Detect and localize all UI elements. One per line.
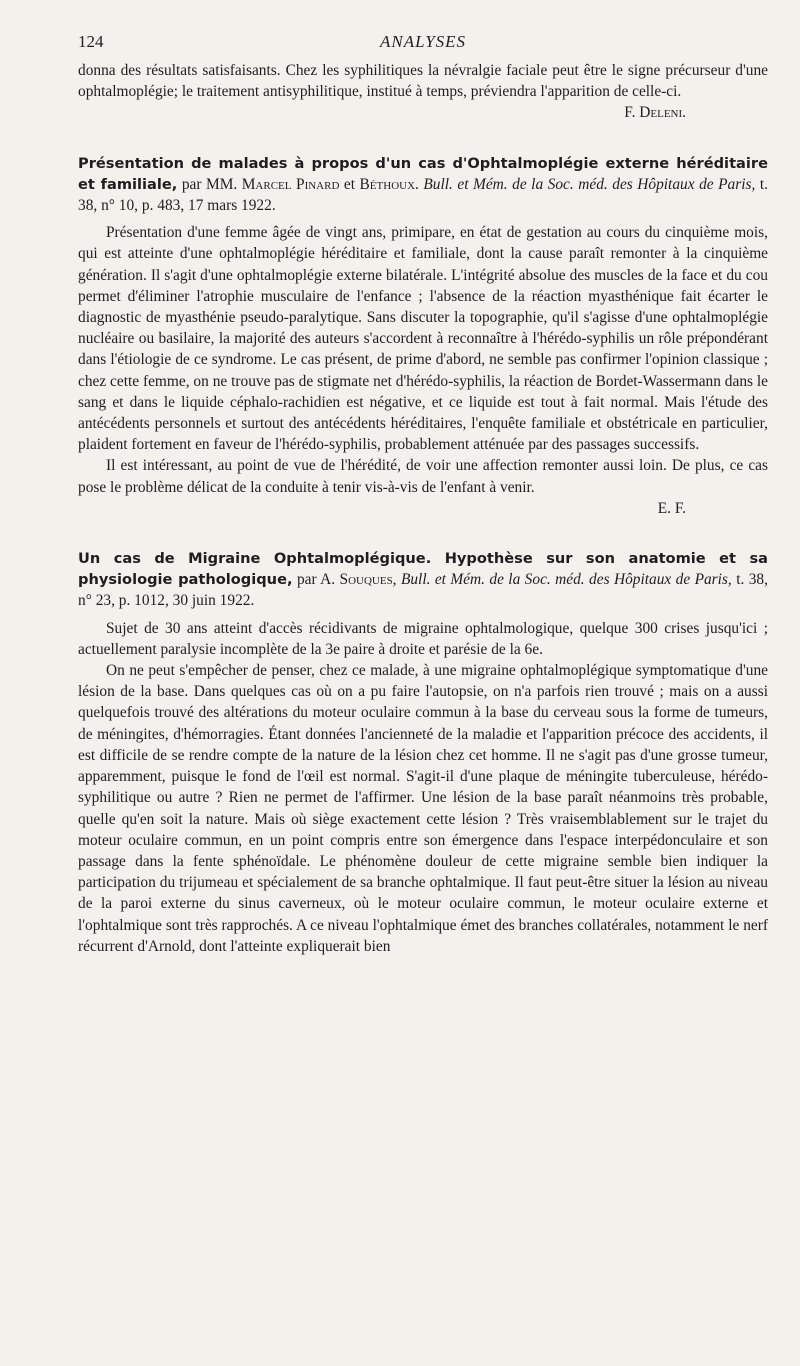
article-reference-details: t. 38, n° 23, p. 1012, 30 juin 1922. xyxy=(78,571,768,610)
article-heading: Présentation de malades à propos d'un cas d'Ophtalmoplégie externe héréditaire et familiale, par MM. Marcel Pinard et Béthoux. Bull. et Mém. de la Soc. méd. des Hôpitaux de Paris, t. 38, n° 10, p. 483, 17 mars 1922. xyxy=(78,154,768,215)
article-title: Présentation de malades à propos d'un cas d'Ophtalmoplégie externe héréditaire et familiale, xyxy=(78,154,768,193)
article-title: Un cas de Migraine Ophtalmoplégique. Hypothèse sur son anatomie et sa physiologie pathologique, xyxy=(78,550,768,589)
page-header xyxy=(78,32,768,60)
previous-article-end xyxy=(78,60,768,124)
article-paragraph: Il est intéressant, au point de vue de l'hérédité, de voir une affection remonter aussi loin. De plus, ce cas pose le problème délicat de la conduite à tenir vis-à-vis de l'enfant à venir. E. F. xyxy=(78,455,768,519)
article-ophtalmoplegie-hereditaire xyxy=(78,153,768,519)
article-reference: Bull. et Mém. de la Soc. méd. des Hôpitaux de Paris, xyxy=(400,571,732,589)
previous-article-text: donna des résultats satisfaisants. Chez les syphilitiques la névralgie faciale peut être le signe précurseur d'une ophtalmoplégie; le traitement antisyphilitique, institué à temps, préviendra l'apparition de celle-ci. F. Deleni. xyxy=(78,60,768,124)
previous-article-signature: F. Deleni. xyxy=(624,104,686,122)
page-number: 124 xyxy=(78,32,104,51)
running-head: ANALYSES xyxy=(379,32,467,51)
article-signature: E. F. xyxy=(657,499,686,517)
article-migraine-ophtalmoplegique xyxy=(78,548,768,957)
article-paragraph: Sujet de 30 ans atteint d'accès récidivants de migraine ophtalmologique, quelque 300 crises jusqu'ici ; actuellement paralysie incomplète de la 3e paire à droite et parésie de la 6e. xyxy=(78,619,768,658)
article-author: Souques, xyxy=(339,571,397,589)
article-author: Béthoux. xyxy=(359,175,419,193)
article-author: Marcel Pinard xyxy=(241,175,340,193)
article-paragraph: On ne peut s'empêcher de penser, chez ce malade, à une migraine ophtalmoplégique symptomatique d'une lésion de la base. Dans quelques cas où on a pu faire l'autopsie, on n'a parfois rien trouvé ; mais on a aussi quelquefois trouvé des altérations du moteur oculaire commun à la base du cerveau sous la forme de tumeurs, de méningites, d'hémorragies. Étant données l'ancienneté de la maladie et l'apparition précoce des accidents, il est difficile de se rendre compte de la nature de la lésion chez cet homme. Il ne s'agit pas d'une grosse tumeur, apparemment, puisque le fond de l'œil est normal. S'agit-il d'une plaque de méningite tuberculeuse, hérédo-syphilitique ou autre ? Rien ne permet de l'affirmer. Une lésion de la base paraît néanmoins très probable, quelle qu'en soit la nature. Mais où siège exactement cette lésion ? Très vraisemblablement sur le trajet du moteur oculaire commun, en un point compris entre son émergence dans l'espace interpédonculaire et son passage dans la fente sphénoïdale. Le phénomène douleur de cette migraine semble bien indiquer la participation du trijumeau et spécialement de sa branche ophtalmique. Il faut peut-être situer la lésion au niveau de la paroi externe du sinus caverneux, où le moteur oculaire commun, le moteur oculaire externe et l'ophtalmique sont très rapprochés. A ce niveau l'ophtalmique émet des branches collatérales, notamment le nerf récurrent d'Arnold, dont l'atteinte expliquerait bien xyxy=(78,662,768,955)
article-reference-details: t. 38, n° 10, p. 483, 17 mars 1922. xyxy=(78,175,768,215)
article-reference: Bull. et Mém. de la Soc. méd. des Hôpitaux de Paris, xyxy=(423,175,756,193)
article-paragraph: Présentation d'une femme âgée de vingt ans, primipare, en état de gestation au cours du cinquième mois, qui est atteinte d'une ophtalmoplégie héréditaire et familiale, dont la cause paraît remonter à la cinquième génération. Il s'agit d'une ophtalmoplégie externe bilatérale. L'intégrité absolue des muscles de la face et du cou permet d'éliminer l'atrophie musculaire de l'enfance ; l'absence de la réaction myasthénique fait écarter le diagnostic de myasthénie pseudo-paralytique. Sans discuter la topographie, qu'il s'agisse d'une ophtalmoplégie nucléaire ou basilaire, la majorité des auteurs s'accordent à reconnaître à l'hérédo-syphilis un rôle prépondérant dans l'étiologie de ce syndrome. Le cas présent, de prime d'abord, ne semble pas confirmer l'opinion classique ; chez cette femme, on ne trouve pas de stigmate net d'hérédo-syphilis, la réaction de Bordet-Wassermann dans le sang et dans le liquide céphalo-rachidien est négative, et ce liquide est tout à fait normal. Mais l'étude des antécédents personnels et surtout des antécédents héréditaires, l'enquête familiale et obstétricale en particulier, plaident fortement en faveur de l'hérédo-syphilis, probablement atténuée par des passages successifs. xyxy=(78,224,768,454)
article-heading: Un cas de Migraine Ophtalmoplégique. Hypothèse sur son anatomie et sa physiologie pathologique, par A. Souques, Bull. et Mém. de la Soc. méd. des Hôpitaux de Paris, t. 38, n° 23, p. 1012, 30 juin 1922. xyxy=(78,550,768,610)
